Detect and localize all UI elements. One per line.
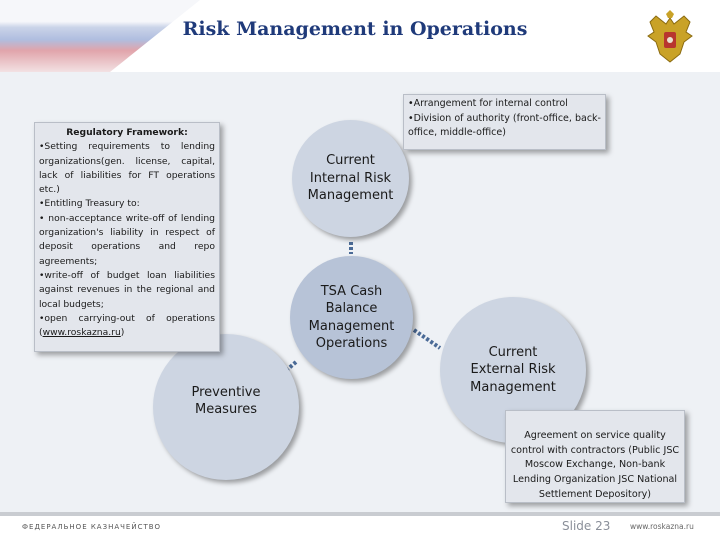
box-text: ): [120, 327, 125, 339]
circle-line: Internal Risk: [309, 170, 392, 186]
circle-line: Operations: [315, 336, 388, 351]
circle-line: TSA Cash: [320, 283, 383, 299]
box-paragraph: [39, 312, 215, 341]
service-quality-agreement-box: [505, 410, 685, 503]
circle-tsa-cash-balance: [290, 256, 413, 379]
regulatory-framework-box: [34, 122, 220, 352]
box-heading: Regulatory Framework:: [66, 127, 188, 138]
circle-line: Measures: [194, 402, 258, 417]
circle-line: External Risk: [470, 362, 556, 378]
footer-org-name: ФЕДЕРАЛЬНОЕ КАЗНАЧЕЙСТВО: [22, 523, 162, 531]
circle-line: Management: [308, 318, 395, 334]
box-text: •open carrying-out of operations (: [39, 312, 215, 339]
slide-number: Slide 23: [562, 519, 611, 533]
box-paragraph: •Setting requirements to lending organizations(gen. license, capital, lack of liabilities for FT operations etc.): [39, 141, 215, 196]
box-paragraph: •write-off of budget loan liabilities against revenues in the regional and local budgets;: [39, 269, 215, 310]
roskazna-link[interactable]: www.roskazna.ru: [42, 327, 121, 339]
circle-line: Preventive: [191, 384, 261, 400]
circle-line: Current: [326, 153, 375, 169]
box-paragraph: •Entitling Treasury to:: [39, 198, 140, 210]
circle-line: Balance: [325, 301, 378, 316]
circle-line: Management: [470, 379, 556, 395]
box-paragraph: • non-acceptance write-off of lending organization's liability in respect of deposit operations and repo agreements;: [39, 212, 215, 267]
circle-line: Management: [307, 188, 394, 204]
box-paragraph: Agreement on service quality control with contractors (Public JSC Moscow Exchange, Non-bank Lending Organization JSC National Settlement Depository): [510, 430, 680, 500]
box-paragraph: •Arrangement for internal control: [408, 98, 568, 109]
circle-current-internal-risk: [292, 120, 409, 237]
circle-preventive-measures: [153, 334, 299, 480]
circle-line: Current: [488, 344, 538, 360]
box-paragraph: •Division of authority (front-office, back-office, middle-office): [408, 112, 601, 138]
footer-website[interactable]: www.roskazna.ru: [630, 522, 694, 531]
internal-control-box: [403, 94, 606, 150]
slide-title: Risk Management in Operations: [182, 18, 528, 40]
footer-divider: [0, 512, 720, 516]
double-headed-eagle-emblem-icon: [644, 10, 696, 70]
